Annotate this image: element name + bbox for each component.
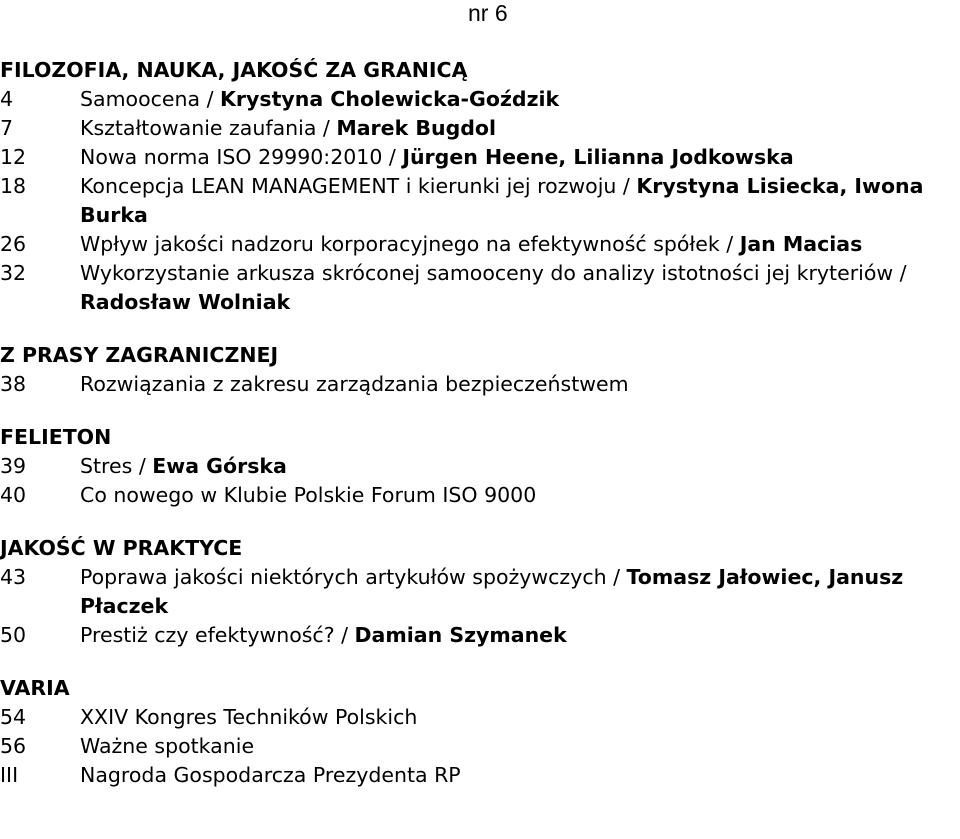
- article-author: Radosław Wolniak: [80, 290, 291, 314]
- page-number: 56: [0, 734, 27, 758]
- article-title: Kształtowanie zaufania /: [80, 116, 337, 140]
- article-author: Jan Macias: [739, 232, 863, 256]
- article-author: Krystyna Lisiecka, Iwona Burka: [80, 174, 924, 227]
- article-title: Ważne spotkanie: [80, 734, 255, 758]
- page-number: 39: [0, 454, 27, 478]
- toc-entry: [0, 761, 960, 790]
- issue-number: nr 6: [468, 0, 508, 26]
- toc-entry: [0, 259, 960, 317]
- toc-entry: [0, 563, 960, 621]
- article-title: Prestiż czy efektywność? /: [80, 623, 355, 647]
- toc-entry: [0, 370, 960, 399]
- article-title: XXIV Kongres Techników Polskich: [80, 705, 418, 729]
- article-author: Marek Bugdol: [336, 116, 497, 140]
- article-author: Damian Szymanek: [354, 623, 567, 647]
- section-heading: Z PRASY ZAGRANICZNEJ: [0, 343, 279, 367]
- table-of-contents: [0, 56, 960, 790]
- article-title: Stres /: [80, 454, 153, 478]
- toc-entry: [0, 481, 960, 510]
- article-title: Wykorzystanie arkusza skróconej samooceny do analizy istotności jej kryteriów /: [80, 261, 907, 285]
- article-author: Krystyna Cholewicka-Goździk: [220, 87, 560, 111]
- toc-entry: [0, 230, 960, 259]
- article-title: Samoocena /: [80, 87, 221, 111]
- toc-entry: [0, 732, 960, 761]
- article-author: Tomasz Jałowiec, Janusz Płaczek: [80, 565, 904, 618]
- page-number: 12: [0, 145, 27, 169]
- article-title: Koncepcja LEAN MANAGEMENT i kierunki jej rozwoju /: [80, 174, 637, 198]
- page-number: 38: [0, 372, 27, 396]
- section-heading: FELIETON: [0, 425, 112, 449]
- page-number: 43: [0, 565, 27, 589]
- section-heading: JAKOŚĆ W PRAKTYCE: [0, 536, 243, 560]
- page-number: 54: [0, 705, 27, 729]
- page-number: 26: [0, 232, 27, 256]
- page-number: 4: [0, 87, 14, 111]
- page-number: 50: [0, 623, 27, 647]
- toc-entry: [0, 114, 960, 143]
- article-author: Ewa Górska: [152, 454, 287, 478]
- toc-entry: [0, 172, 960, 230]
- toc-entry: [0, 703, 960, 732]
- page-number: 32: [0, 261, 27, 285]
- page-number: 7: [0, 116, 14, 140]
- article-title: Poprawa jakości niektórych artykułów spożywczych /: [80, 565, 627, 589]
- page-number: 40: [0, 483, 27, 507]
- article-title: Rozwiązania z zakresu zarządzania bezpieczeństwem: [80, 372, 629, 396]
- toc-entry: [0, 85, 960, 114]
- article-title: Nagroda Gospodarcza Prezydenta RP: [80, 763, 461, 787]
- toc-entry: [0, 452, 960, 481]
- toc-entry: [0, 621, 960, 650]
- toc-entry: [0, 143, 960, 172]
- article-title: Co nowego w Klubie Polskie Forum ISO 9000: [80, 483, 537, 507]
- section-heading: FILOZOFIA, NAUKA, JAKOŚĆ ZA GRANICĄ: [0, 58, 468, 82]
- page-number: 18: [0, 174, 27, 198]
- article-title: Wpływ jakości nadzoru korporacyjnego na efektywność spółek /: [80, 232, 740, 256]
- section-heading: VARIA: [0, 676, 70, 700]
- article-title: Nowa norma ISO 29990:2010 /: [80, 145, 403, 169]
- page-number: III: [0, 763, 19, 787]
- article-author: Jürgen Heene, Lilianna Jodkowska: [402, 145, 794, 169]
